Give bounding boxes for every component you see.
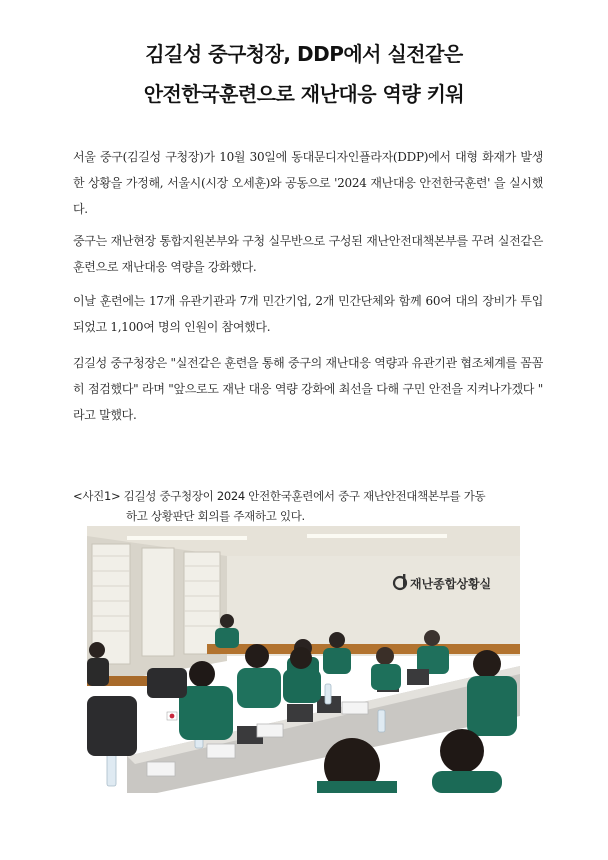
body-paragraph-3: 이날 훈련에는 17개 유관기관과 7개 민간기업, 2개 민간단체와 함께 60여 대의 장비가 투입되었고 1,100여 명의 인원이 참여했다. [73, 294, 543, 334]
body-paragraph-2: 중구는 재난현장 통합지원본부와 구청 실무반으로 구성된 재난안전대책본부를 꾸려 실전같은 훈련으로 재난대응 역량을 강화했다. [73, 234, 543, 274]
body-paragraph-1: 서울 중구(김길성 구청장)가 10월 30일에 동대문디자인플라자(DDP)에서 대형 화재가 발생한 상황을 가정해, 서울시(시장 오세훈)와 공동으로 '2024 재난대응 안전한국훈련' 을 실시했다. [73, 150, 543, 216]
body-paragraph-4: 김길성 중구청장은 "실전같은 훈련을 통해 중구의 재난대응 역량과 유관기관 협조체계를 꼼꼼히 점검했다" 라며 "앞으로도 재난 대응 역량 강화에 최선을 다해 구민 안전을 지켜나가겠다 " 라고 말했다. [73, 356, 543, 422]
headline-line-1: 김길성 중구청장, DDP에서 실전같은 [145, 42, 463, 66]
headline-line-2: 안전한국훈련으로 재난대응 역량 키워 [143, 82, 465, 106]
wall-sign-text: 재난종합상황실 [410, 577, 492, 591]
photo-caption-line-2: 하고 상황판단 회의를 주재하고 있다. [126, 509, 305, 523]
situation-room-photo [87, 526, 520, 793]
photo-caption-line-1: <사진1> 김길성 중구청장이 2024 안전한국훈련에서 중구 재난안전대책본부를 가동 [73, 489, 486, 503]
